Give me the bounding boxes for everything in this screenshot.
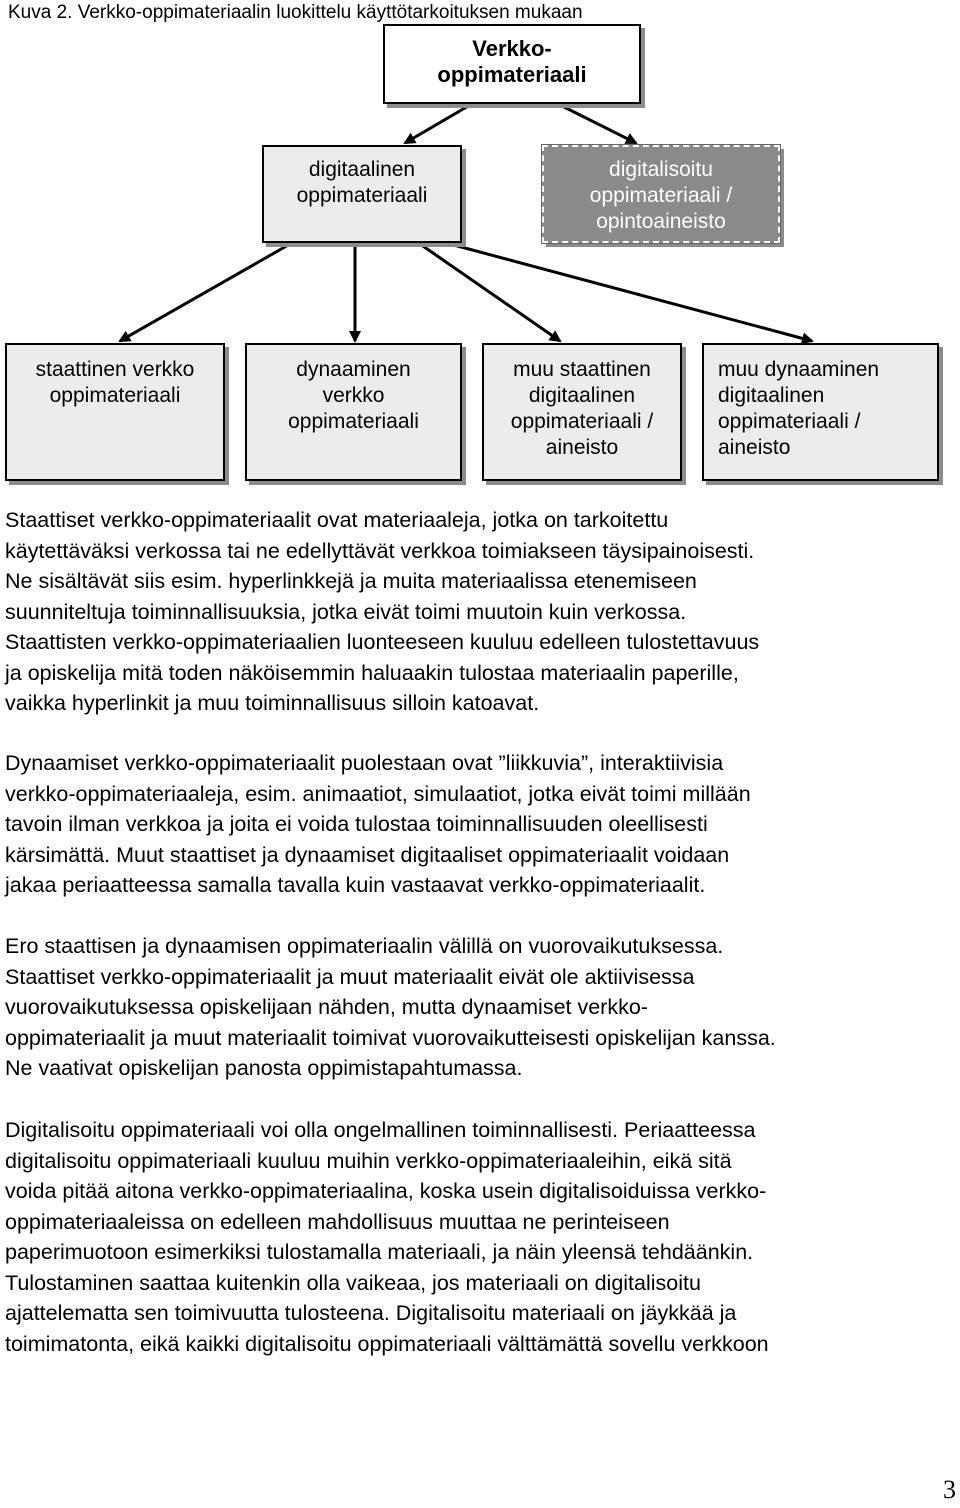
- node-label: muu dynaaminen digitaalinen oppimateriaali / aineisto: [718, 358, 880, 459]
- connector-root-digital: [405, 105, 470, 143]
- node-label: staattinen verkko oppimateriaali: [35, 358, 195, 407]
- connector-root-digitized: [560, 105, 636, 143]
- connector-digital-l3: [420, 244, 560, 341]
- node-muu-dynaaminen: [702, 343, 939, 481]
- node-label: digitalisoitu oppimateriaali / opintoaineisto: [589, 158, 733, 233]
- node-staattinen-verkko: [5, 343, 225, 481]
- node-label: muu staattinen digitaalinen oppimateriaali / aineisto: [510, 358, 654, 459]
- connector-digital-l4: [450, 244, 812, 341]
- node-dynaaminen-verkko: [245, 343, 462, 481]
- node-digitalisoitu-oppimateriaali: [542, 145, 780, 243]
- page-number: 3: [943, 1475, 956, 1504]
- paragraph-dynaamiset: Dynaamiset verkko-oppimateriaalit puolestaan ovat ”liikkuvia”, interaktiivisia verkko-oppimateriaaleja, esim. animaatiot, simulaatiot, jotka eivät toimi millään tavoin ilman verkkoa ja joita ei voida tulostaa toiminnallisuuden oleellisesti kärsimättä. Muut staattiset ja dynaamiset digitaaliset oppimateriaalit voidaan jakaa periaatteessa samalla tavalla kuin vastaavat verkko-oppimateriaalit.: [5, 751, 751, 897]
- node-verkko-oppimateriaali: [383, 24, 641, 104]
- node-muu-staattinen: [482, 343, 682, 481]
- figure-caption: Kuva 2. Verkko-oppimateriaalin luokittelu käyttötarkoituksen mukaan: [8, 2, 583, 23]
- connector-digital-l1: [120, 244, 290, 341]
- paragraph-digitalisoitu: Digitalisoitu oppimateriaali voi olla ongelmallinen toiminnallisesti. Periaatteessa digitalisoitu oppimateriaali kuuluu muihin verkko-oppimateriaaleihin, eikä sitä voida pitää aitona verkko-oppimateriaalina, koska usein digitalisoiduissa verkko- oppimateriaaleissa on edelleen mahdollisuus muuttaa ne perinteiseen paperimuotoon esimerkiksi tulostamalla materiaali, ja näin yleensä tehdäänkin. Tulostaminen saattaa kuitenkin olla vaikeaa, jos materiaali on digitalisoitu ajattelematta sen toimivuutta tulosteena. Digitalisoitu materiaali on jäykkää ja toimimatonta, eikä kaikki digitalisoitu oppimateriaali välttämättä sovellu verkkoon: [5, 1118, 769, 1356]
- paragraph-staattiset: Staattiset verkko-oppimateriaalit ovat materiaaleja, jotka on tarkoitettu käytettäväksi verkossa tai ne edellyttävät verkkoa toimiakseen täysipainoisesti. Ne sisältävät siis esim. hyperlinkkejä ja muita materiaalissa etenemiseen suunniteltuja toiminnallisuuksia, jotka eivät toimi muutoin kuin verkossa. Staattisten verkko-oppimateriaalien luonteeseen kuuluu edelleen tulostettavuus ja opiskelija mitä toden näköisemmin haluaakin tulostaa materiaalin paperille, vaikka hyperlinkit ja muu toiminnallisuus silloin katoavat.: [5, 508, 760, 715]
- node-label: dynaaminen verkko oppimateriaali: [288, 358, 419, 433]
- node-label: Verkko- oppimateriaali: [437, 36, 587, 87]
- node-digitaalinen-oppimateriaali: [262, 145, 462, 243]
- node-label: digitaalinen oppimateriaali: [296, 158, 428, 207]
- paragraph-ero: Ero staattisen ja dynaamisen oppimateriaalin välillä on vuorovaikutuksessa. Staattiset verkko-oppimateriaalit ja muut materiaalit eivät ole aktiivisessa vuorovaikutuksessa opiskelijaan nähden, mutta dynaamiset verkko- oppimateriaalit ja muut materiaalit toimivat vuorovaikutteisesti opiskelijan kanssa. Ne vaativat opiskelijan panosta oppimistapahtumassa.: [5, 934, 776, 1080]
